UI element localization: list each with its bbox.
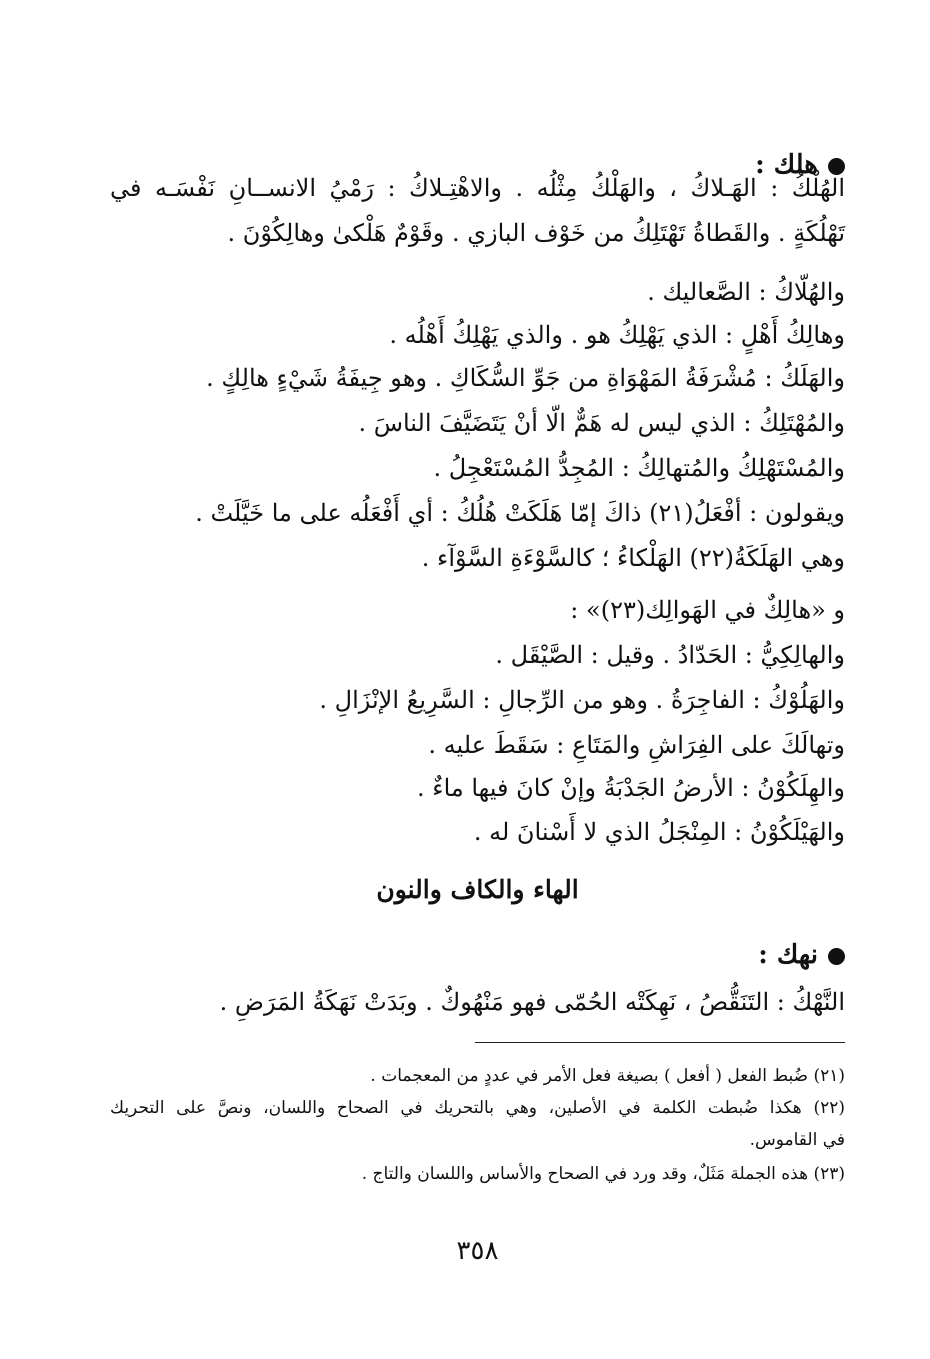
definition-line: والهَلُوْكُ : الفاجِرَةُ . وهو من الرِّجالِ : السَّرِيعُ الإنْزَالِ . [319, 686, 845, 714]
headword-text: هلك : [755, 150, 818, 180]
definition-line: ويقولون : أفْعَلُ(٢١) ذاكَ إمّا هَلَكَتْ هُلُكُ : أي أَفْعَلُه على ما خَيَّلَتْ . [195, 499, 845, 527]
paragraph-line: الهُلْكُ : الهَـلاكُ ، والهَلْكُ مِثْلُه . والاهْتِـلاكُ : رَمْيُ الانســانِ نَفْسَـه في [110, 174, 845, 202]
entry-headword-nhk [758, 940, 845, 970]
page-number: ٣٥٨ [456, 1236, 499, 1266]
definition-line: والهَيْلَكُوْنُ : المِنْجَلُ الذي لا أَسْنانَ له . [473, 818, 845, 846]
definition-line: والمُهْتَلِكُ : الذي ليس له هَمٌّ الّا أنْ يَتَضَيَّفَ الناسَ . [358, 409, 845, 437]
definition-line: و «هالِكٌ في الهَوالِك(٢٣)» : [570, 596, 845, 624]
footnote: (٢١) ضُبط الفعل ( أفعل ) بصيغة فعل الأمر في عددٍ من المعجمات . [370, 1066, 845, 1086]
footnote: (٢٢) هكذا ضُبطت الكلمة في الأصلين، وهي بالتحريك في الصحاح واللسان، ونصَّ على التحريك [110, 1098, 845, 1118]
definition-line: وهالِكُ أَهْلٍ : الذي يَهْلِكُ هو . والذي يَهْلِكُ أَهْلُه . [389, 321, 845, 349]
dictionary-page [110, 0, 845, 1359]
definition-line: والهُلّاكُ : الصَّعاليك . [647, 278, 845, 306]
definition-line: والهالِكِيُّ : الحَدّادُ . وقيل : الصَّيْقَل . [495, 641, 845, 669]
footnote-continuation: في القاموس. [749, 1130, 845, 1150]
definition-line: والهِلَكُوْنُ : الأرضُ الجَدْبَةُ وإنْ كانَ فيها ماءٌ . [417, 774, 845, 802]
headword-text: نهك : [758, 940, 818, 970]
definition-line: وهي الهَلَكَةُ(٢٢) الهَلْكاءُ ؛ كالسَّوْءَةِ السَّوْآء . [421, 544, 845, 572]
definition-line: النَّهْكُ : التَنَقُّصُ ، نَهِكَتْه الحُمّى فهو مَنْهُوكٌ . وبَدَتْ نَهَكَةُ المَرَضِ . [219, 988, 845, 1016]
paragraph-line: تَهْلُكَةٍ . والقَطاةُ تَهْتَلِكُ من خَوْف البازي . وقَوْمٌ هَلْكىٰ وهالِكُوْنَ . [227, 219, 845, 247]
definition-line: والمُسْتَهْلِكُ والمُتهالِكُ : المُجِدُّ المُسْتَعْجِلُ . [433, 454, 845, 482]
footnote-divider [475, 1042, 845, 1043]
bullet-icon [828, 948, 845, 965]
definition-line: وتهالَكَ على الفِرَاشِ والمَتَاعِ : سَقَطَ عليه . [428, 731, 845, 759]
section-title: الهاء والكاف والنون [376, 875, 579, 904]
footnote: (٢٣) هذه الجملة مَثَلٌ، وقد ورد في الصحاح والأساس واللسان والتاج . [361, 1164, 845, 1184]
definition-line: والهَلَكُ : مُشْرَفَةُ المَهْوَاةِ من جَوِّ السُّكَاكِ . وهو جِيفَةُ شَيْءٍ هالِكٍ . [206, 364, 845, 392]
